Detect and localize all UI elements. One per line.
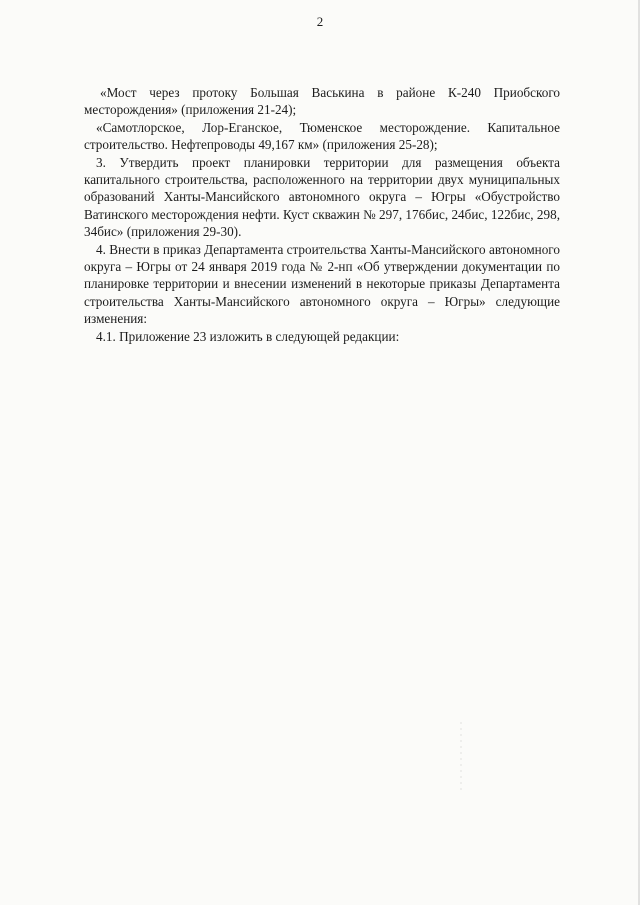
paragraph-bridge-object: «Мост через протоку Большая Васькина в районе К-240 Приобского месторождения» (приложения 21-24); <box>84 85 560 118</box>
paragraph-item-3: 3. Утвердить проект планировки территории для размещения объекта капитального строительства, расположенного на территории двух муниципальных образований Ханты-Мансийского автономного округа – Югры «Обустройство Ватинского месторождения нефти. Куст скважин № 297, 176бис, 24бис, 122бис, 298, 34бис» (приложения 29-30). <box>84 154 560 240</box>
paragraph-samotlor-object: «Самотлорское, Лор-Еганское, Тюменское месторождение. Капитальное строительство. Нефтепроводы 49,167 км» (приложения 25-28); <box>84 119 560 153</box>
paragraph-item-4-1: 4.1. Приложение 23 изложить в следующей редакции: <box>96 328 400 344</box>
document-body <box>84 84 560 345</box>
page-number: 2 <box>316 14 324 29</box>
paragraph-item-4: 4. Внести в приказ Департамента строительства Ханты-Мансийского автономного округа – Югры от 24 января 2019 года № 2-нп «Об утверждении документации по планировке территории и внесении изменений в некоторые приказы Департамента строительства Ханты-Мансийского автономного округа – Югры» следующие изменения: <box>84 241 560 327</box>
scan-artifact <box>460 720 462 790</box>
